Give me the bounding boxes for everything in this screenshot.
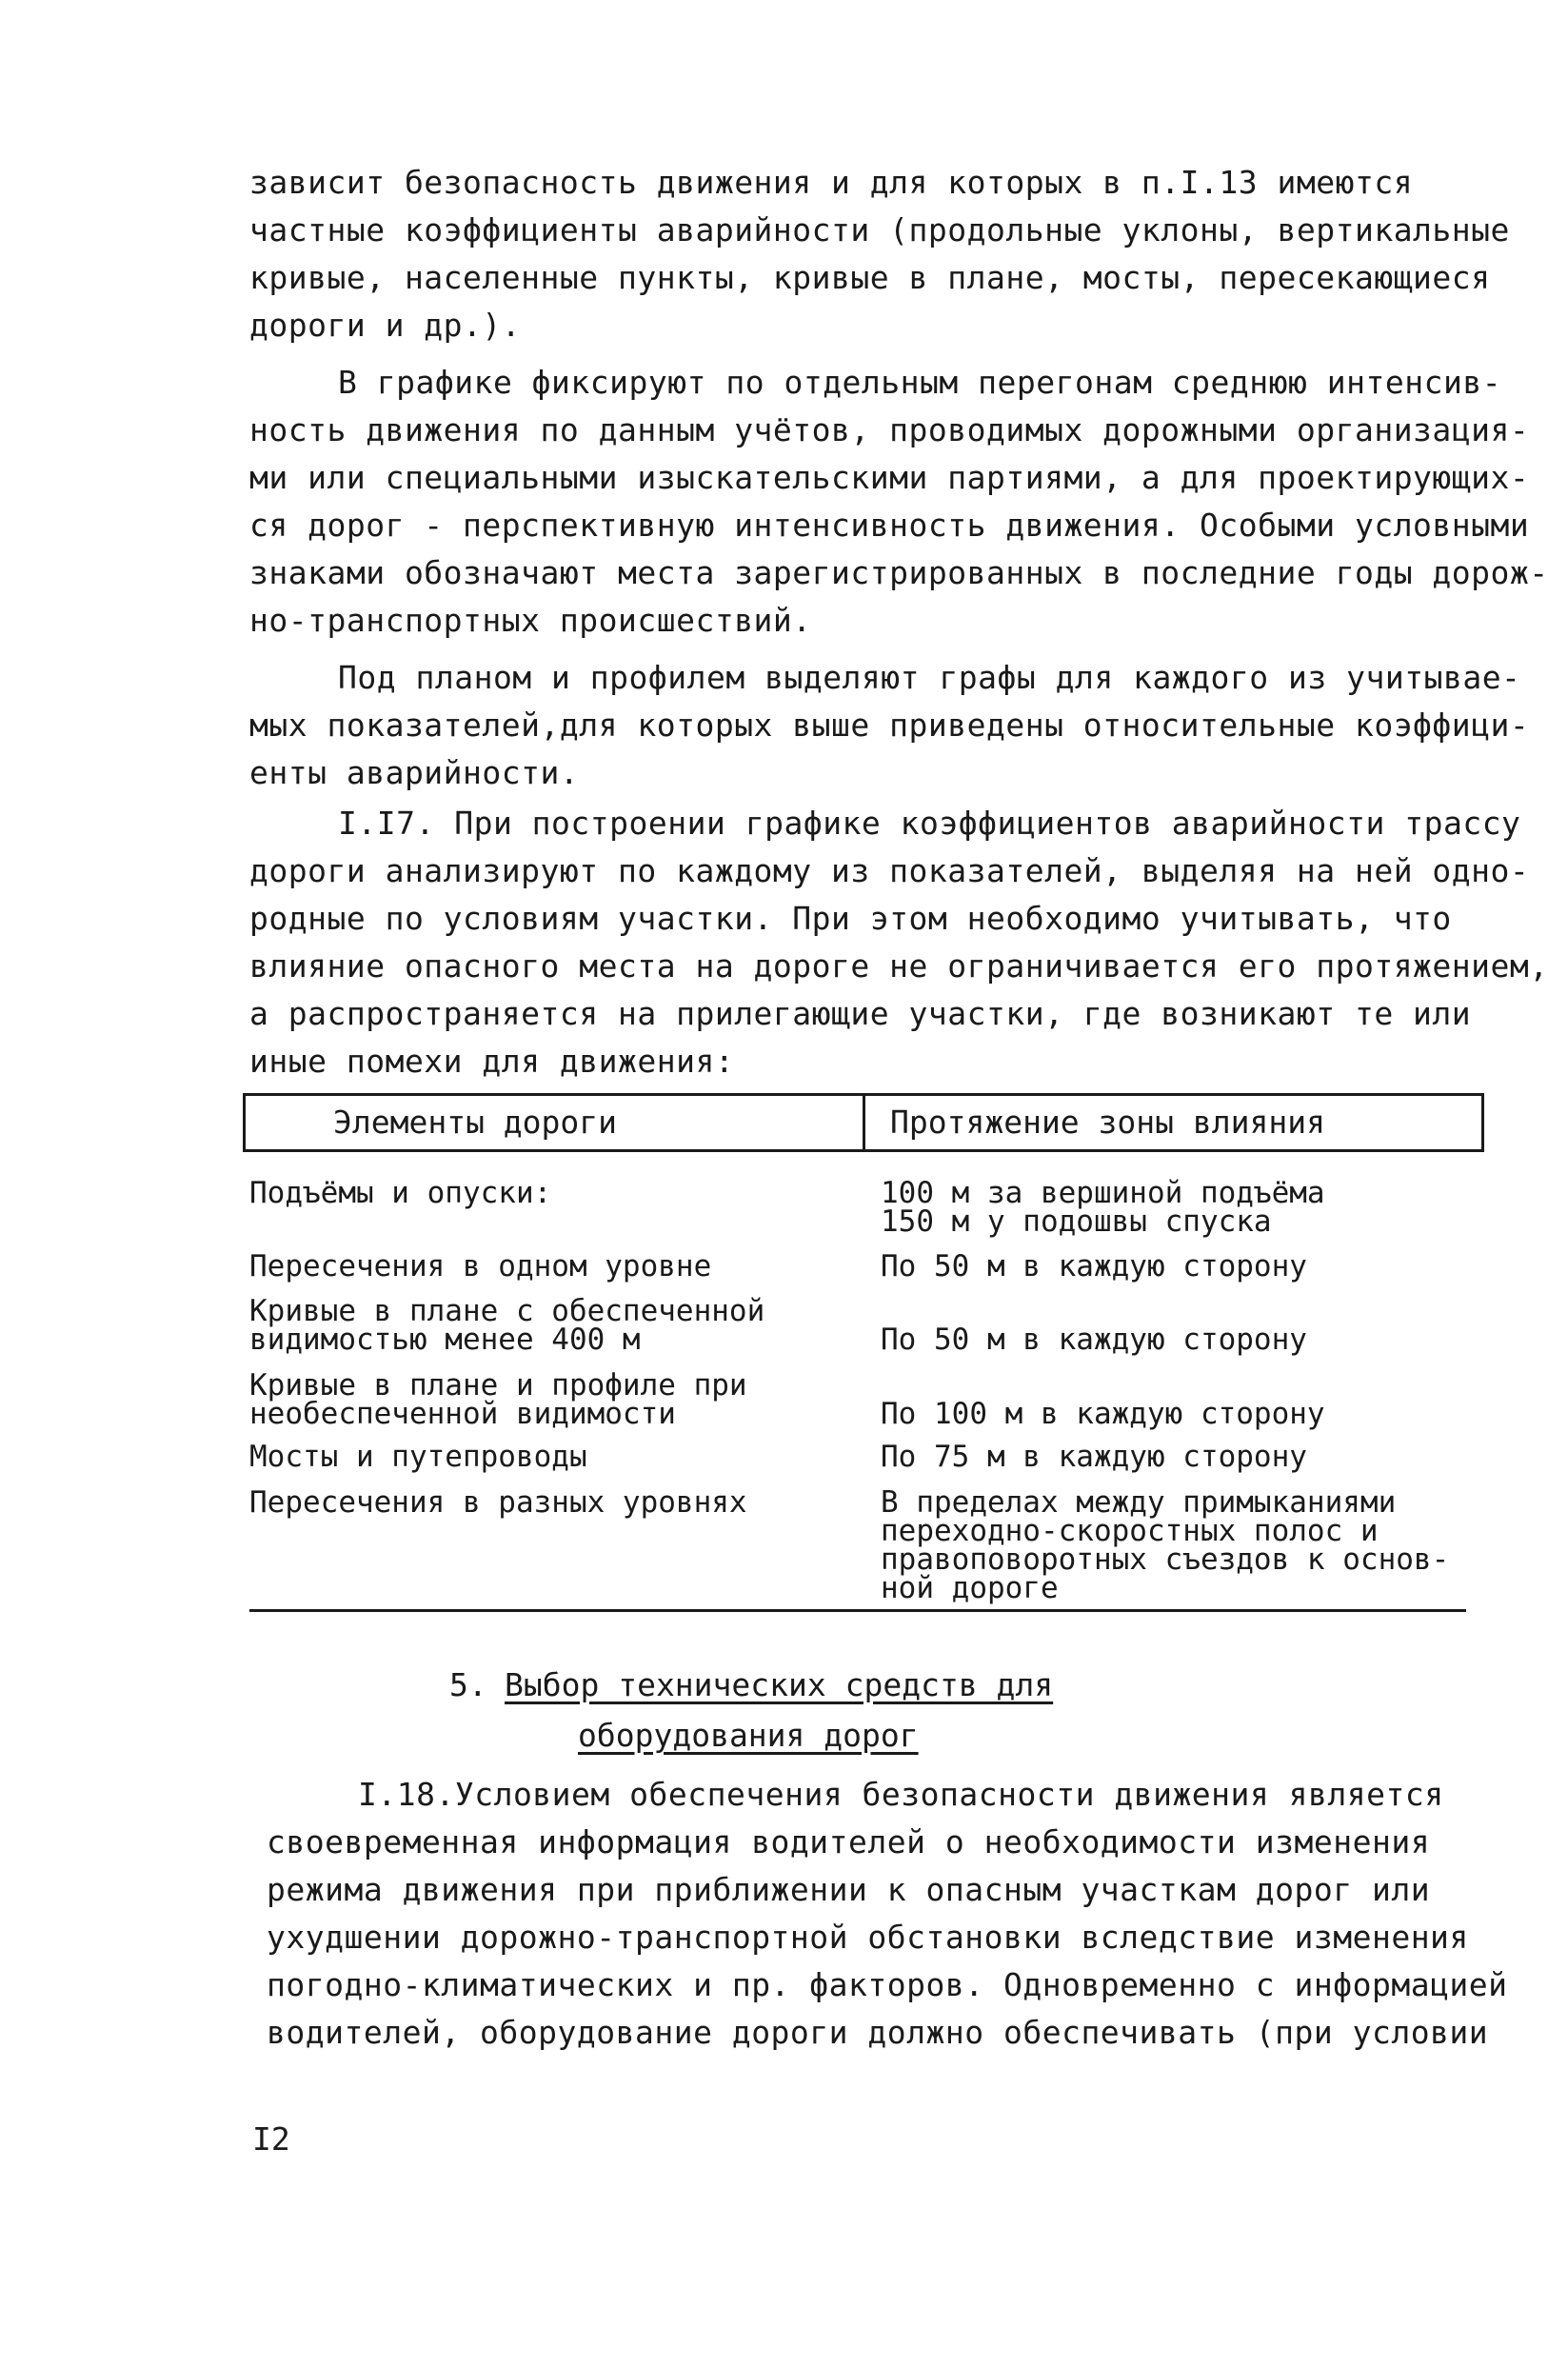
text-line: В графике фиксируют по отдельным перегонам среднюю интенсив- (338, 364, 1502, 401)
text-line: влияние опасного места на дороге не ограничивается его протяжением, (249, 947, 1549, 985)
table-cell-zone: 150 м у подошвы спуска (881, 1204, 1272, 1239)
table-cell-element: видимостью менее 400 м (249, 1323, 641, 1357)
text-line: родные по условиям участки. При этом необходимо учитывать, что (249, 900, 1452, 937)
table-header-element: Элементы дороги (333, 1104, 618, 1141)
table-cell-zone: По 100 м в каждую сторону (881, 1397, 1325, 1431)
text-line: мых показателей,для которых выше приведены относительные коэффици- (249, 706, 1530, 744)
text-line: погодно-климатических и пр. факторов. Одновременно с информацией (267, 1966, 1508, 2003)
table-cell-zone: По 50 м в каждую сторону (881, 1249, 1307, 1283)
table-cell-zone: По 50 м в каждую сторону (881, 1323, 1307, 1357)
text-line: ухудшении дорожно-транспортной обстановки вследствие изменения (267, 1919, 1469, 1956)
table-cell-zone: По 75 м в каждую сторону (881, 1440, 1307, 1474)
text-line: I.18.Условием обеспечения безопасности движения является (358, 1776, 1444, 1813)
table-cell-element: Кривые в плане и профиле при (249, 1368, 747, 1403)
text-line: а распространяется на прилегающие участки, где возникают те или (249, 995, 1472, 1032)
text-line: ми или специальными изыскательскими партиями, а для проектирующих- (249, 459, 1530, 496)
text-line: дороги анализируют по каждому из показателей, выделяя на ней одно- (249, 852, 1530, 889)
text-line: енты аварийности. (249, 754, 580, 791)
section-title-line-2: оборудования дорог (578, 1717, 919, 1754)
text-line: I.I7. При построении графике коэффициентов аварийности трассу (338, 805, 1521, 842)
section-number: 5. (449, 1666, 487, 1703)
table-cell-element: Кривые в плане с обеспеченной (249, 1294, 765, 1328)
table-cell-element: Пересечения в разных уровнях (249, 1485, 747, 1520)
table-cell-element: Мосты и путепроводы (249, 1440, 587, 1474)
text-line: знаками обозначают места зарегистрированных в последние годы дорож- (249, 554, 1549, 591)
text-line: частные коэффициенты аварийности (продольные уклоны, вертикальные (249, 211, 1510, 249)
text-line: кривые, населенные пункты, кривые в плане, мосты, пересекающиеся (249, 259, 1491, 296)
text-line: но-транспортных происшествий. (249, 602, 812, 639)
table-cell-element: Подъёмы и опуски: (249, 1176, 552, 1210)
page-number: I2 (252, 2120, 290, 2158)
table-header-divider (863, 1093, 865, 1152)
text-line: водителей, оборудование дороги должно обеспечивать (при условии (267, 2014, 1489, 2051)
text-line: Под планом и профилем выделяют графы для каждого из учитывае- (338, 659, 1521, 696)
table-header-zone: Протяжение зоны влияния (890, 1104, 1325, 1141)
table-cell-zone: 100 м за вершиной подъёма (881, 1176, 1325, 1210)
text-line: своевременная информация водителей о необходимости изменения (267, 1823, 1431, 1861)
table-cell-zone: правоповоротных съездов к основ- (881, 1542, 1450, 1577)
text-line: ся дорог - перспективную интенсивность движения. Особыми условными (249, 507, 1530, 544)
text-line: режима движения при приближении к опасным участкам дорог или (267, 1871, 1431, 1908)
table-cell-zone: В пределах между примыканиями (881, 1485, 1397, 1520)
table-bottom-rule (249, 1609, 1466, 1612)
text-line: зависит безопасность движения и для которых в п.I.13 имеются (249, 164, 1414, 201)
text-line: иные помехи для движения: (249, 1043, 735, 1080)
table-cell-element: необеспеченной видимости (249, 1397, 676, 1431)
section-title-line-1: Выбор технических средств для (505, 1666, 1054, 1703)
text-line: ность движения по данным учётов, проводимых дорожными организация- (249, 411, 1530, 448)
text-line: дороги и др.). (249, 307, 522, 344)
table-cell-zone: переходно-скоростных полос и (881, 1514, 1379, 1548)
table-cell-element: Пересечения в одном уровне (249, 1249, 712, 1283)
table-cell-zone: ной дороге (881, 1571, 1059, 1605)
